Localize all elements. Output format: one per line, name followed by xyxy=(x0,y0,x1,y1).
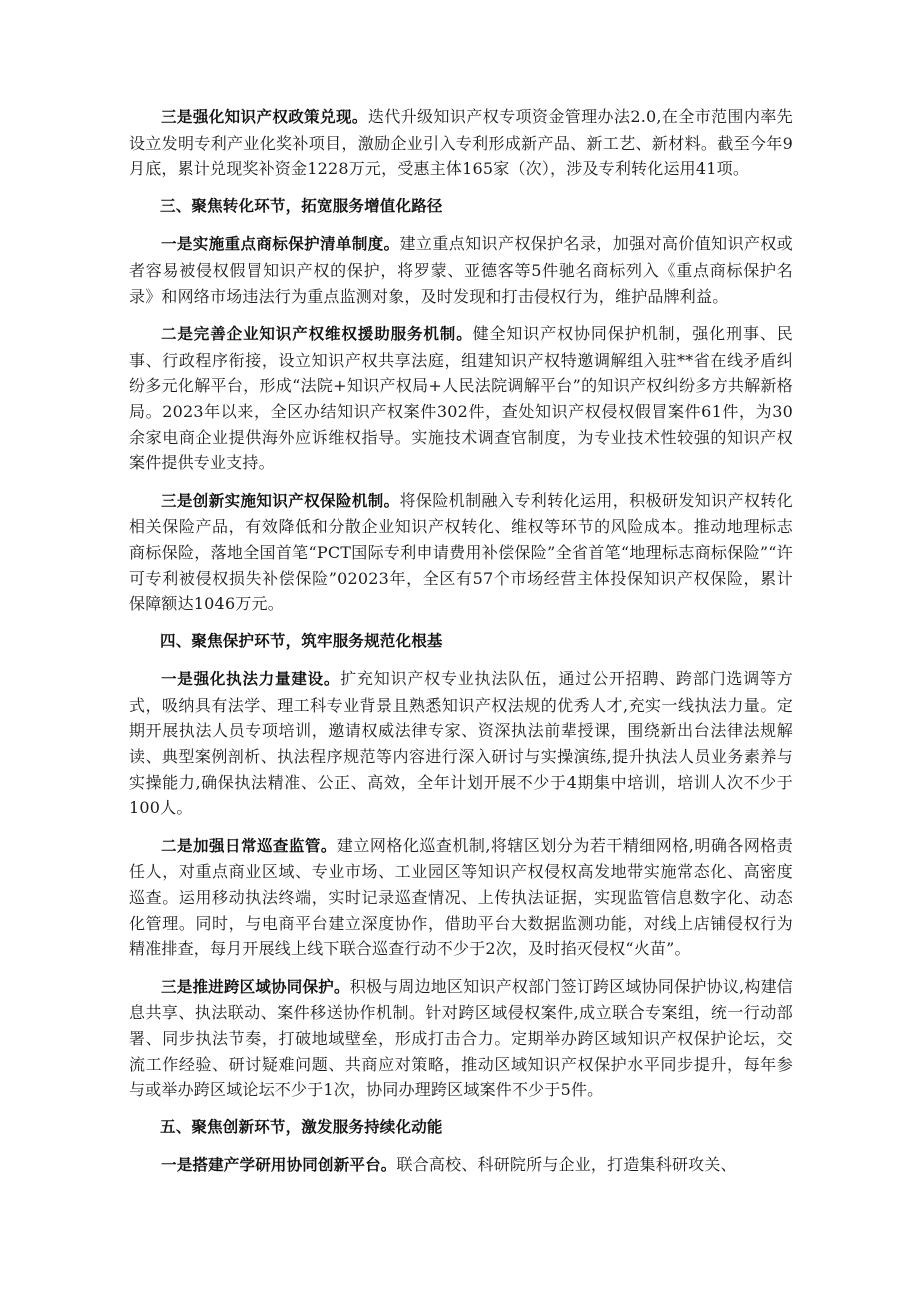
paragraph-text: 积极与周边地区知识产权部门签订跨区域协同保护协议,构建信息共享、执法联动、案件移送协作机制。针对跨区域侵权案件,成立联合专案组，统一行动部署、同步执法节奏，打破地域壁垒，形成打击合力。定期举办跨区域知识产权保护论坛，交流工作经验、研讨疑难问题、共商应对策略，推动区域知识产权保护水平同步提升，每年参与或举办跨区域论坛不少于1次，协同办理跨区域案件不少于5件。 xyxy=(129,976,794,1100)
paragraph-rights-assistance xyxy=(129,321,793,476)
section-heading-protection: 四、聚焦保护环节，筑牢服务规范化根基 xyxy=(160,631,443,650)
paragraph-innovation-platform xyxy=(129,1152,793,1179)
paragraph-trademark-protection xyxy=(129,231,793,309)
paragraph-text: 将保险机制融入专利转化运用，积极研发知识产权转化相关保险产品，有效降低和分散企业知识产权转化、维权等环节的风险成本。推动地理标志商标保险，落地全国首笔“PCT国际专利申请费用补偿保险”全省首笔“地理标志商标保险”“许可专利被侵权损失补偿保险”02023年，全区有57个市场经营主体投保知识产权保险，累计保障额达1046万元。 xyxy=(129,490,793,614)
document-body xyxy=(129,104,793,1191)
section-heading-transformation: 三、聚焦转化环节，拓宽服务增值化路径 xyxy=(160,196,443,215)
paragraph-cross-region xyxy=(129,974,793,1103)
paragraph-daily-inspection xyxy=(129,833,793,962)
paragraph-text: 健全知识产权协同保护机制，强化刑事、民事、行政程序衔接，设立知识产权共享法庭，组建知识产权特邀调解组入驻**省在线矛盾纠纷多元化解平台，形成“法院+知识产权局+人民法院调解平台”的知识产权纠纷多方共解新格局。2023年以来，全区办结知识产权案件302件，查处知识产权侵权假冒案件61件，为30余家电商企业提供海外应诉维权指导。实施技术调查官制度，为专业技术性较强的知识产权案件提供专业支持。 xyxy=(129,324,793,473)
paragraph-lead: 二是加强日常巡查监管。 xyxy=(161,836,337,855)
paragraph-lead: 三是推进跨区域协同保护。 xyxy=(161,977,350,996)
paragraph-text: 扩充知识产权专业执法队伍，通过公开招聘、跨部门选调等方式，吸纳具有法学、理工科专业背景且熟悉知识产权法规的优秀人才,充实一线执法力量。定期开展执法人员专项培训，邀请权威法律专家、资深执法前辈授课，围绕新出台法律法规解读、典型案例剖析、执法程序规范等内容进行深入研讨与实操演练,提升执法人员业务素养与实操能力,确保执法精准、公正、高效，全年计划开展不少于4期集中培训，培训人次不少于100人。 xyxy=(129,669,794,818)
paragraph-text: 联合高校、科研院所与企业，打造集科研攻关、 xyxy=(396,1155,737,1175)
paragraph-text: 迭代升级知识产权专项资金管理办法2.0,在全市范围内率先设立发明专利产业化奖补项目，激励企业引入专利形成新产品、新工艺、新材料。截至今年9月底，累计兑现奖补资金1228万元，受惠主体165家（次），涉及专利转化运用41项。 xyxy=(129,107,793,179)
paragraph-enforcement-strength xyxy=(129,666,793,821)
paragraph-lead: 一是搭建产学研用协同创新平台。 xyxy=(161,1156,397,1175)
paragraph-lead: 一是强化执法力量建设。 xyxy=(161,670,341,689)
paragraph-lead: 一是实施重点商标保护清单制度。 xyxy=(161,235,400,254)
paragraph-insurance-mechanism xyxy=(129,488,793,617)
paragraph-lead: 三是创新实施知识产权保险机制。 xyxy=(161,491,400,510)
paragraph-text: 建立重点知识产权保护名录，加强对高价值知识产权或者容易被侵权假冒知识产权的保护，将罗蒙、亚德客等5件驰名商标列入《重点商标保护名录》和网络市场违法行为重点监测对象，及时发现和打击侵权行为，维护品牌利益。 xyxy=(129,234,793,306)
paragraph-lead: 二是完善企业知识产权维权援助服务机制。 xyxy=(161,325,473,344)
paragraph-lead: 三是强化知识产权政策兑现。 xyxy=(161,108,368,126)
paragraph-policy-fulfillment xyxy=(129,104,793,182)
paragraph-text: 建立网格化巡查机制,将辖区划分为若干精细网格,明确各网格责任人，对重点商业区域、专业市场、工业园区等知识产权侵权高发地带实施常态化、高密度巡查。运用移动执法终端，实时记录巡查情况、上传执法证据，实现监管信息数字化、动态化管理。同时，与电商平台建立深度协作，借助平台大数据监测功能，对线上店铺侵权行为精准排查，每月开展线上线下联合巡查行动不少于2次，及时掐灭侵权“火苗”。 xyxy=(129,835,794,959)
section-heading-innovation: 五、聚焦创新环节，激发服务持续化动能 xyxy=(160,1117,443,1136)
